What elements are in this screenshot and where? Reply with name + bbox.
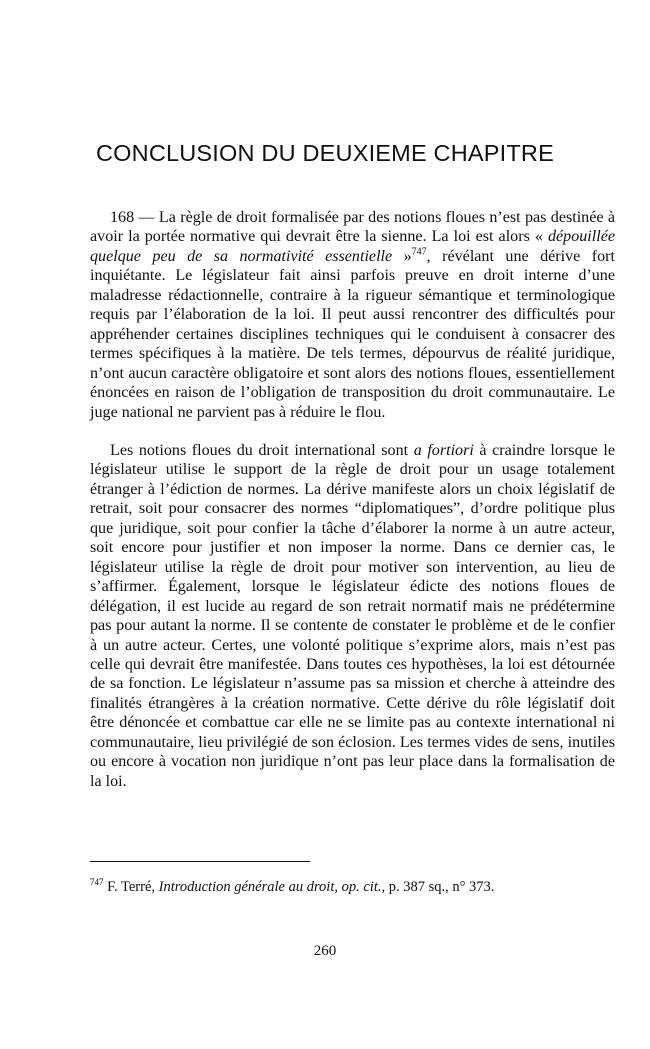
quotation: dépouillée quelque peu de sa normativité essentielle — [90, 228, 615, 265]
footnote-number: 747 — [90, 877, 104, 888]
paragraph-text-continued: , révélant une dérive fort inquiétante. Le législateur fait ainsi parfois preuve en droit interne d’une maladresse rédactionnelle, contraire à la rigueur sémantique et terminologique requis par l’élaboration de la loi. Il peut aussi rencontrer des difficultés pour appréhender certaines disciplines techniques qui le conduisent à consacrer des termes spécifiques à la matière. De tels termes, dépourvus de réalité juridique, n’ont aucun caractère obligatoire et sont alors des notions floues, essentiellement énoncées en raison de l’obligation de transposition du droit communautaire. Le juge national ne parvient pas à réduire le flou. — [90, 247, 615, 421]
body-text — [90, 208, 615, 791]
footnote-title: Introduction générale au droit, op. cit. — [158, 879, 382, 895]
paragraph-text: La règle de droit formalisée par des notions floues n’est pas destinée à avoir la portée normative qui devrait être la sienne. La loi est alors « — [90, 209, 615, 246]
footnote-reference[interactable]: 747 — [411, 246, 427, 258]
chapter-title: CONCLUSION DU DEUXIEME CHAPITRE — [96, 140, 554, 166]
footnote-separator — [90, 861, 310, 862]
footnote-citation: , p. 387 sq., n° 373. — [381, 879, 495, 895]
page-number: 260 — [313, 943, 337, 959]
footnote-author: F. Terré, — [107, 879, 159, 895]
paragraph-2 — [90, 441, 615, 791]
quote-close: » — [392, 247, 412, 265]
emphasis-a-fortiori: a fortiori — [413, 441, 474, 459]
paragraph-168 — [90, 208, 615, 422]
paragraph-number: 168 — [110, 209, 135, 226]
paragraph-text: Les notions floues du droit international sont — [110, 441, 414, 459]
paragraph-text-continued: à craindre lorsque le législateur utilise le support de la règle de droit pour un usage totalement étranger à l’édiction de normes. La dérive manifeste alors un choix législatif de retrait, soit pour consacrer des normes “diplomatiques”, d’ordre politique plus que juridique, soit pour confier la tâche d’élaborer la norme à un autre acteur, soit encore pour justifier et non imposer la norme. Dans ce dernier cas, le législateur utilise la règle de droit pour motiver son intervention, au lieu de s’affirmer. Également, lorsque le législateur édicte des notions floues de délégation, il est lucide au regard de son retrait normatif mais ne prédétermine pas pour autant la norme. Il se contente de constater le problème et de le confier à un autre acteur. Certes, une volonté politique s’exprime alors, mais n’est pas celle qui devrait être manifestée. Dans toutes ces hypothèses, la loi est détournée de sa fonction. Le législateur n’assume pas sa mission et cherche à atteindre des finalités étrangères à la création normative. Cette dérive du rôle législatif doit être dénoncée et combattue car elle ne se limite pas au contexte international ni communautaire, lieu privilégié de son éclosion. Les termes vides de sens, inutiles ou encore à vocation non juridique n’ont pas leur place dans la formalisation de la loi. — [90, 441, 615, 790]
paragraph-dash: — — [138, 209, 155, 226]
footnote-747 — [90, 878, 615, 896]
